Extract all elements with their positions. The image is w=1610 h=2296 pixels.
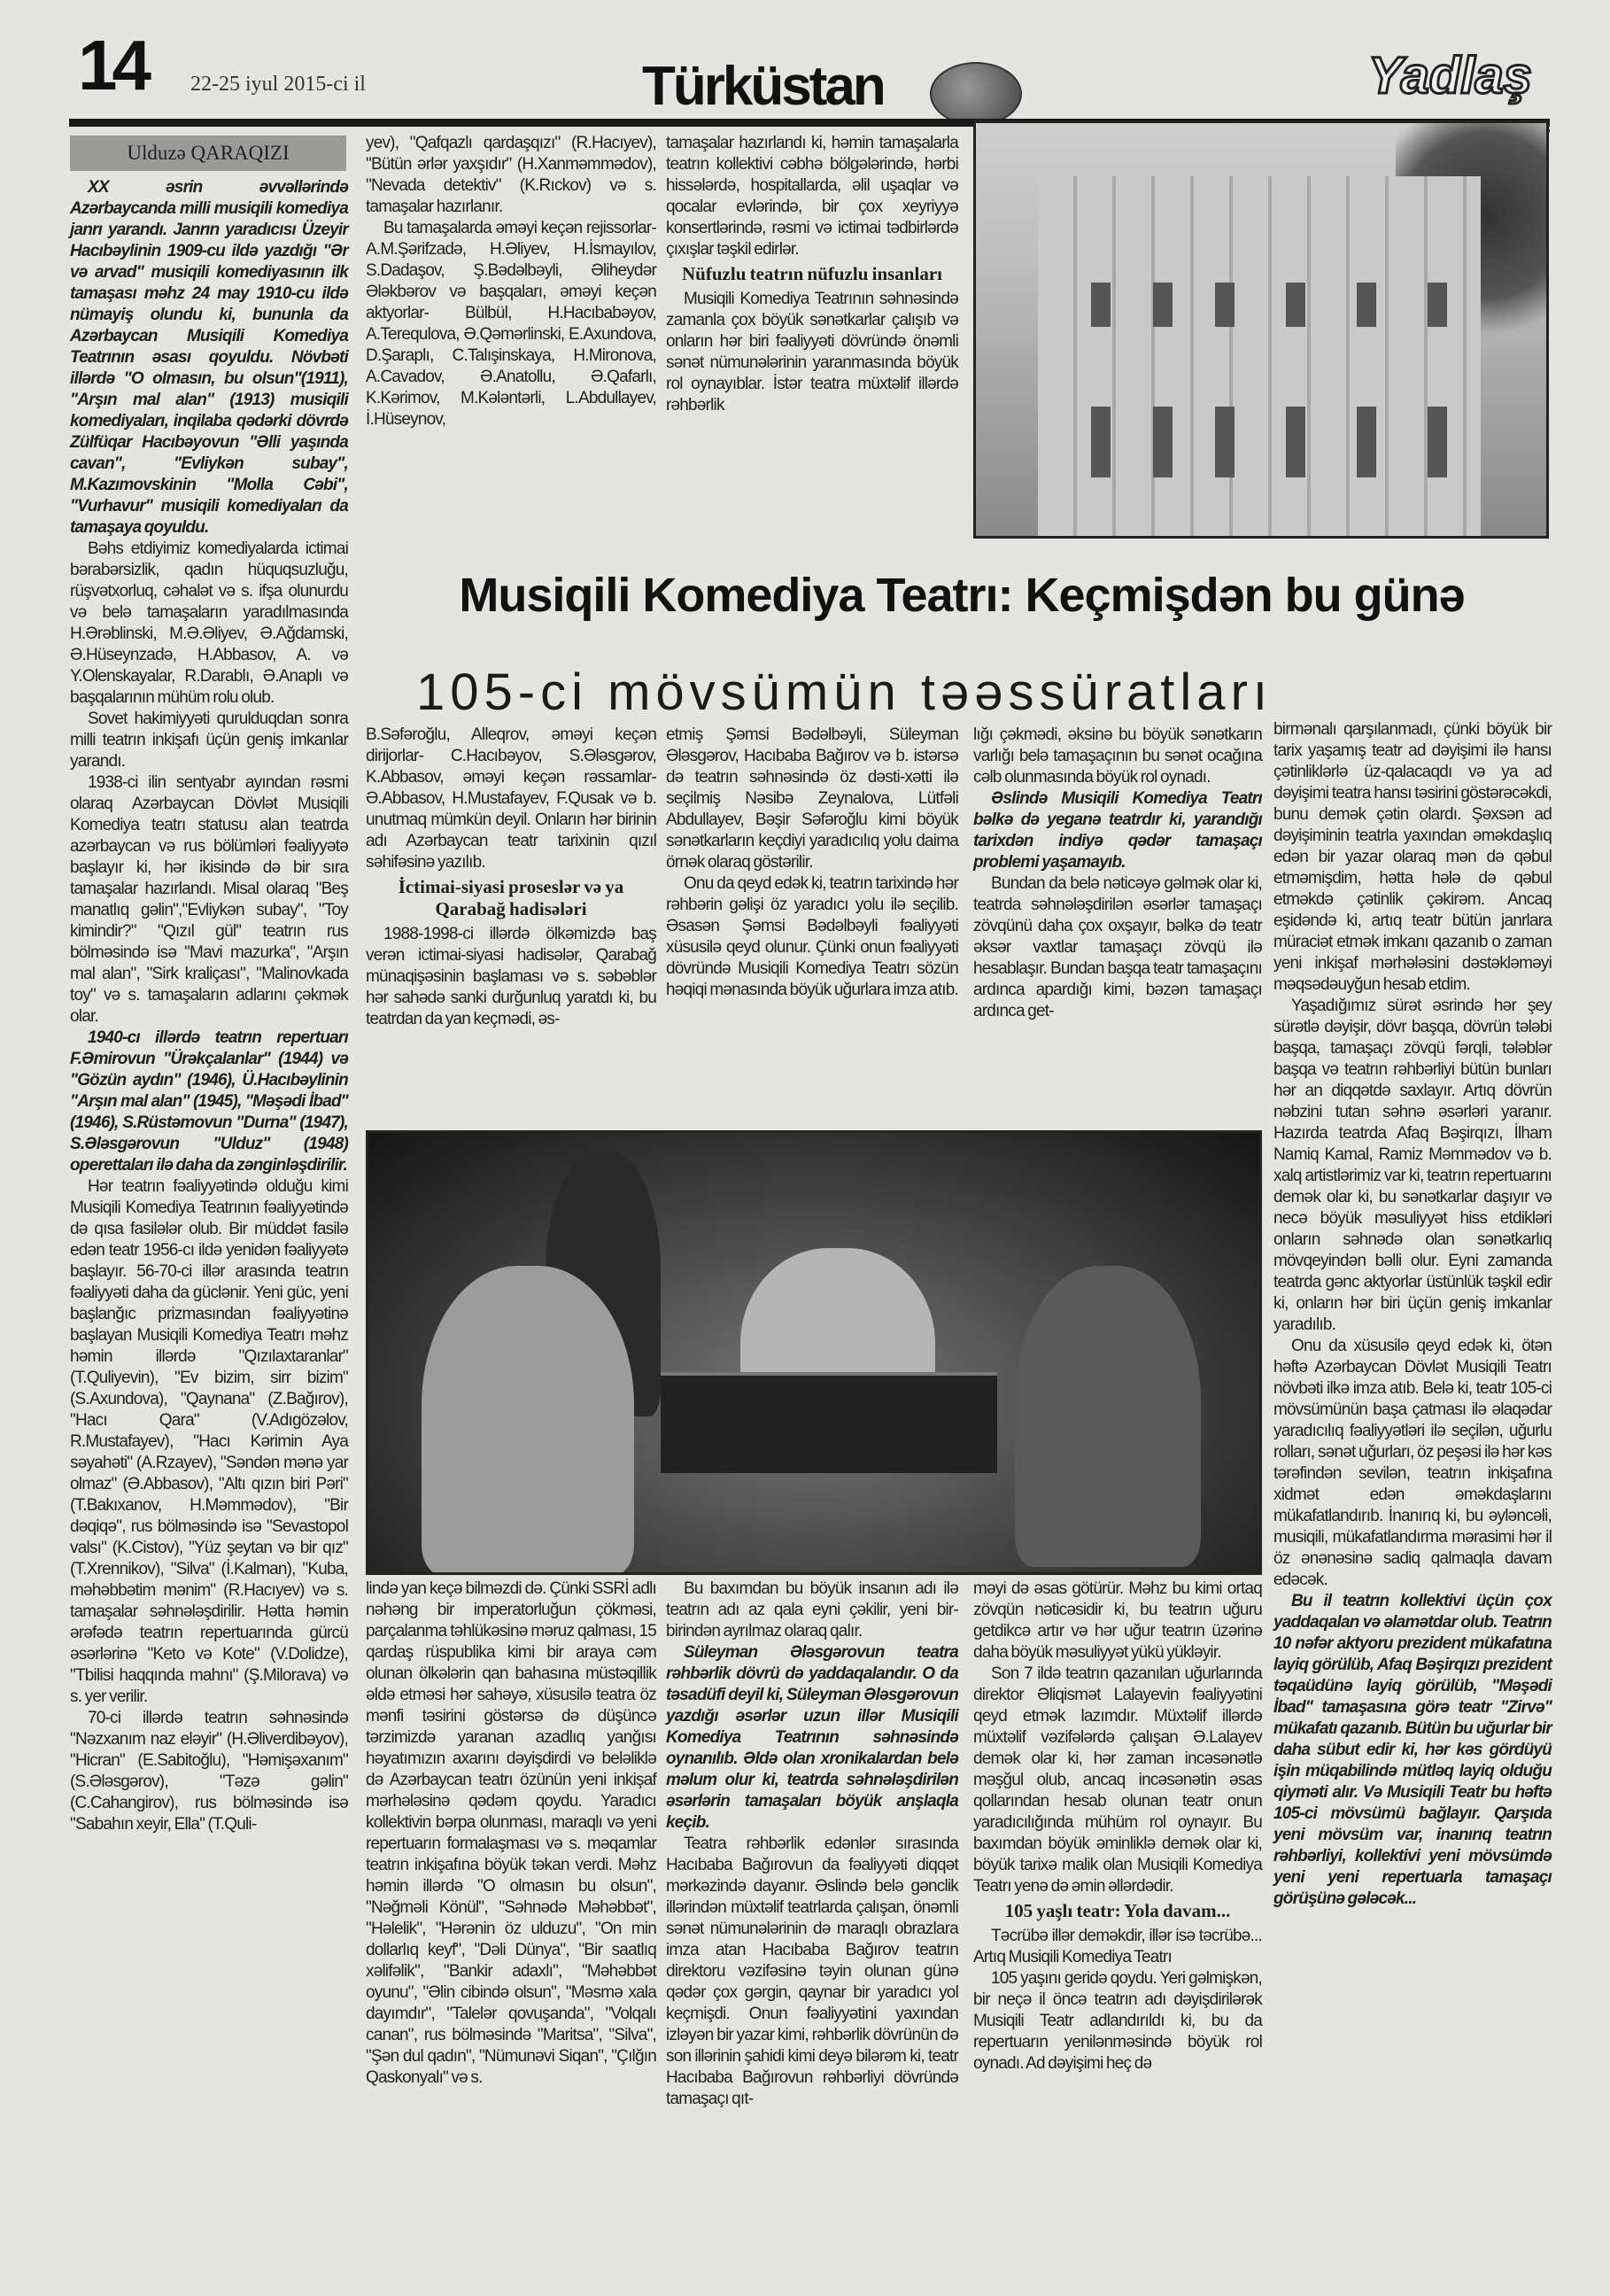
column-3-top [666, 133, 958, 416]
paragraph: Son 7 ildə teatrın qazanılan uğurlarında direktor Əliqismət Lalayevin fəaliyyətini qeyd etmək lazımdır. Müxtəlif illərdə müxtəlif vəzifələrdə çalışan Ə.Lalayev demək olar ki, hər zaman incəsənətlə məşğul olub, ancaq incəsənətin əsas qollarından hesab olunan teatr onun yaradıcılığında mühüm rol oynayır. Bu baxımdan böyük əminliklə demək olar ki, böyük tarixə malik olan Musiqili Komediya Teatrı yenə də əmin əllərdədir. [973, 1664, 1262, 1896]
paragraph: Bu il teatrın kollektivi üçün çox yaddaqalan və əlamətdar olub. Teatrın 10 nəfər aktyoru prezident mükafatına layiq görülüb, Afaq Bəşirqızı prezident təqaüdünə layiq görülüb, "Məşədi İbad" tamaşasına görə teatr "Zirvə" mükafatı qazanıb. Bütün bu uğurlar bir daha sübut edir ki, hər kəs gördüyü işin müqabilində mütləq layiq olduğu qiyməti alır. Və Musiqili Teatr bu həftə 105-ci mövsümü bağlayır. Qarşıda yeni mövsüm var, inanırıq teatrın rəhbərliyi, kollektivi yeni mövsümdə yeni yeni repertuarla tamaşaçı görüşünə gələcək... [1273, 1592, 1552, 1908]
paragraph: Musiqili Komediya Teatrının səhnəsində zamanla çox böyük sənətkarlar çalışıb və onların hər biri fəaliyyəti dövründə önəmli sənət nümunələrinin yaranmasında böyük rol oynayıblar. İstər teatra müxtəlif illərdə rəhbərlik [666, 290, 958, 415]
globe-logo-icon [930, 62, 1022, 126]
paragraph: Onu da qeyd edək ki, teatrın tarixində hər rəhbərin gəlişi öz yaradıcı yolu ilə seçilib. Əsasən Şəmsi Bədəlbəyli fəaliyyəti xüsusilə qeyd olunur. Çünki onun fəaliyyəti dövründə Musiqili Komediya Teatrı sözün həqiqi mənasında böyük uğurlara imza atıb. [666, 874, 959, 999]
subheading: İctimai-siyasi proseslər və ya Qarabağ hadisələri [398, 876, 624, 919]
stage-table [661, 1372, 997, 1473]
column-3-mid [666, 725, 958, 1001]
paragraph: lində yan keçə bilməzdi də. Çünki SSRİ adlı nəhəng bir imperatorluğun çökməsi, parçalanma təhlükəsinə məruz qalması, 15 qardaş rüspublika kimi bir araya cəm olunan ölkələrin qan bahasına müstəqillik əldə etməsi hər sahəyə, xüsusilə teatra öz mənfi təsirini göstərsə də düşüncə tərzimizdə yaranan azadlıq yanğısı həyatımızın axarını dəyişdirdi və beləliklə də Azərbaycan teatrı özünün yeni inkişaf mərhələsinə qədəm qoydu. Yaradıcı kollektivin bərpa olunması, maraqlı və yeni repertuarın formalaşması və s. məqamlar teatrın inkişafına böyük təkan verdi. Məhz həmin illərdə "O olmasın bu olsun", "Nəğməli Könül", "Səhnədə Məhəbbət", "Həlelik", "Hərənin öz ulduzu", "On min dollarlıq keyf", "Dəli Dünya", "Bir saatlıq xəlifəlik", "Bankir adaxlı", "Məhəbbət oyunu", "Əlin cibində olsun", "Məsmə xala dayımdır", "Talelər qovuşanda", "Volqalı canan", rus bölməsində "Maritsa", "Silva", "Şən dul qadın", "Nümunəvi Siqan", "Çılğın Qaskonyalı" və s. [366, 1579, 656, 2087]
paragraph: məyi də əsas götürür. Məhz bu kimi ortaq zövqün nəticəsidir ki, bu teatrın uğuru getdikcə artır və hər uğur teatrın üzərinə daha böyük məsuliyyət yükü yükləyir. [973, 1579, 1262, 1662]
theatre-building-photo [973, 120, 1549, 539]
newspaper-logo: Türküstan [642, 56, 884, 117]
column-4-mid [973, 725, 1262, 1022]
paragraph: Onu da xüsusilə qeyd edək ki, ötən həftə Azərbaycan Dövlət Musiqili Teatrı növbəti ilkə imza atıb. Belə ki, teatr 105-ci mövsümünün başa çatması ilə əlaqədar yaradıcılıq fəaliyyətləri ilə seçilən, uğurlu rolları, sənət uğurları, öz peşəsi ilə hər kəs tərəfindən sevilən, teatrın inkişafına xidmət edən əməkdaşlarını mükafatlandırıb. İnanırıq ki, bu əyləncəli, musiqili, mükafatlandırma mərasimi hər il öz ənənəsinə sadiq qalmaqla davam edəcək. [1273, 1337, 1552, 1589]
paragraph: tamaşalar hazırlandı ki, həmin tamaşalarla teatrın kollektivi cəbhə bölgələrində, hərbi hissələrdə, hospitallarda, əlil uşaqlar və qocalar evlərində, bir çox xeyriyyə konsertlərində, rəsmi və ictimai tədbirlərdə çıxışlar təşkil edirlər. [666, 134, 958, 259]
page-number: 14 [78, 26, 146, 105]
issue-date: 22-25 iyul 2015-ci il [190, 73, 366, 96]
paragraph: 1940-cı illərdə teatrın repertuarı F.Əmirovun "Ürəkçalanlar" (1944) və "Gözün aydın" (1946), Ü.Hacıbəylinin "Arşın mal alan" (1945), "Məşədi İbad" (1946), S.Rüstəmovun "Durna" (1947), S.Ələsgərovun "Ulduz" (1948) operettaları ilə daha da zənginləşdirilir. [70, 1028, 348, 1175]
paragraph: birmənalı qarşılanmadı, çünki böyük bir tarix yaşamış teatr ad dəyişimi ilə hansı çətinliklərlə üz-qalacaqdı və ya ad dəyişimi teatra hansı təsirini göstərəcəkdi, bunu demək çətin olardı. Şəxsən ad dəyişiminin teatrla yaxından əməkdaşlıq edən bir yazar olaraq mən də qəbul etməmişdim, hətta hələ də qəbul etməkdə çətinlik çəkirəm. Ancaq eşidəndə ki, artıq teatr bütün janrlara müraciət etmək imkanı qazanıb o zaman yeni inkişaf mərhələsini dəstəkləməyi məqsədəuyğun hesab etdim. [1273, 720, 1552, 994]
paragraph: Bəhs etdiyimiz komediyalarda ictimai bərabərsizlik, qadın hüquqsuzluğu, rüşvətxorluq, cəhalət və s. ifşa olunurdu və belə tamaşaların yaradılmasında H.Ərəblinski, M.Ə.Əliyev, Ə.Ağdamski, Ə.Hüseynzadə, H.Abbasov, A. və Y.Olenskayalar, R.Darablı, Ə.Anaplı və başqalarının mühüm rolu olub. [70, 539, 348, 707]
paragraph: Teatra rəhbərlik edənlər sırasında Hacıbaba Bağırovun da fəaliyyəti diqqət mərkəzində dayanır. Əslində belə gənclik illərindən müxtəlif teatrlarda çalışan, önəmli sənət nümunələrinin də maraqlı obrazlara imza atan Hacıbaba Bağırov teatrın direktoru vəzifəsinə təyin olunan günə qədər çox gərgin, qaynar bir yaradıcı yol keçmişdi. Onun fəaliyyətini yaxından izləyən bir yazar kimi, rəhbərlik dövrünün də son illərinin şahidi kimi deyə bilərəm ki, teatr Hacıbaba Bağırovun rəhbərliyi dövründə tamaşaçı qıt- [666, 1834, 958, 2108]
paragraph: 1988-1998-ci illərdə ölkəmizdə baş verən ictimai-siyasi hadisələr, Qarabağ münaqişəsinin başlaması və s. səbəblər hər sahədə sanki durğunluq yaratdı ki, bu teatrdan da yan keçmədi, əs- [366, 925, 656, 1028]
intro-paragraph: XX əsrin əvvəllərində Azərbaycanda milli musiqili komediya janrı yarandı. Janrın yaradıcısı Üzeyir Hacıbəylinin 1909-cu ildə yazdığı "Ər və arvad" musiqili komediyasının ilk tamaşası məhz 24 may 1910-cu ildə nümayiş olundu ki, bununla da Azərbaycan Musiqili Komediya Teatrının əsası qoyuldu. Növbəti illərdə "O olmasın, bu olsun"(1911), "Arşın mal alan" (1913) musiqili komediyaları, inqilaba qədərki dövrdə Zülfüqar Hacıbəyovun "Əlli yaşında cavan", "Evliykən subay", M.Kazımovskinin "Molla Cəbi", "Vurhavur" musiqili komediyaları da tamaşaya qoyuldu. [70, 178, 348, 537]
paragraph: Əslində Musiqili Komediya Teatrı bəlkə də yeganə teatrdır ki, yarandığı tarixdən indiyə qədər tamaşaçı problemi yaşamayıb. [973, 789, 1262, 872]
paragraph: Bu baxımdan bu böyük insanın adı ilə teatrın adı az qala eyni çəkilir, yeni bir-birindən ayrılmaz olaraq qalır. [666, 1579, 958, 1641]
paragraph: Sovet hakimiyyəti qurulduqdan sonra milli teatrın inkişafı üçün geniş imkanlar yarandı. [70, 710, 348, 771]
column-2-top [366, 133, 656, 430]
stage-performance-photo [366, 1130, 1262, 1575]
paragraph: yev), "Qafqazlı qardaşqızı" (R.Hacıyev), "Bütün ərlər yaxşıdır" (H.Xanməmmədov), "Nevada detektiv" (K.Rıckov) və s. tamaşalar hazırlanır. [366, 134, 656, 216]
column-4-bottom [973, 1578, 1262, 2075]
column-2-bottom [366, 1578, 656, 2089]
paragraph: Bu tamaşalarda əməyi keçən rejissorlar- A.M.Şərifzadə, H.Əliyev, H.İsmayılov, S.Dadaşov, Ş.Bədəlbəyli, Əliheydər Ələkbərov və başqaları, əməyi keçən aktyorlar- Bülbül, H.Hacıbabəyov, A.Terequlova, Ə.Qəmərlinski, E.Axundova, D.Şaraplı, C.Talışinskaya, H.Mironova, A.Cavadov, Ə.Anatollu, Ə.Qafarlı, K.Kərimov, M.Kələntərli, L.Abdullayev, İ.Hüseynov, [366, 219, 656, 429]
column-3-bottom [666, 1578, 958, 2110]
subheading: 105 yaşlı teatr: Yola davam... [1004, 1900, 1231, 1921]
building-image [1038, 176, 1481, 539]
actor-figure [1015, 1266, 1201, 1567]
subheadline: 105-ci mövsümün təəssüratları [416, 663, 1273, 721]
section-title: Yadlaş [1368, 47, 1532, 105]
paragraph: Hər teatrın fəaliyyətində olduğu kimi Musiqili Komediya Teatrının fəaliyyətində də qısa fasilələr olub. Bir müddət fasilə edən teatr 1956-cı ildə yenidən fəaliyyətə başlayır. 56-70-ci illər arasında teatrın fəaliyyəti daha da güclənir. Yeni güc, yeni başlanğıc prizmasından fəaliyyətinə başlayan Musiqili Komediya Teatrı məhz həmin illərdə "Qızılaxtaranlar" (T.Quliyevin), "Ev bizim, sirr bizim" (S.Axundova), "Qaynana" (Z.Bağırov), "Hacı Qara" (V.Adıgözəlov, R.Mustafayev), "Hacı Kərimin Aya səyahəti" (A.Rzayev), "Səndən mənə yar olmaz" (Ə.Abbasov), "Altı qızın biri Pəri" (T.Bakıxanov, H.Məmmədov), "Bir dəqiqə", rus bölməsində isə "Sevastopol valsı" (K.Cistov), "Yüz şeytan və bir qız" (T.Xrennikov), "Silva" (İ.Kalman), "Kuba, məhəbbətim mənim" (R.Hacıyev) və s. tamaşalar səhnələşdirilir. Hətta həmin ərəfədə teatrın repertuarında gürcü əsərlərinə "Keto və Kote" (V.Dolidze), "Tbilisi haqqında mahnı" (Ş.Milorava) və s. yer verilir. [70, 1177, 348, 1706]
paragraph: 105 yaşını geridə qoydu. Yeri gəlmişkən, bir neçə il öncə teatrın adı dəyişdirilərək Musiqili Teatr adlandırıldı ki, bu da repertuarın yenilənməsində böyük rol oynadı. Ad dəyişimi heç də [973, 1969, 1262, 2073]
paragraph: Süleyman Ələsgərovun teatra rəhbərlik dövrü də yaddaqalandır. O da təsadüfi deyil ki, Süleyman Ələsgərovun yazdığı əsərlər uzun illər Musiqili Komediya Teatrının səhnəsində oynanılıb. Əldə olan xronikalardan belə məlum olur ki, teatrda səhnələşdirilən əsərlərin tamaşaları böyük anşlaqla keçib. [666, 1643, 958, 1832]
paragraph: 70-ci illərdə teatrın səhnəsində "Nəzxanım naz eləyir" (H.Əliverdibəyov), "Hicran" (E.Sabitoğlu), "Həmişəxanım" (S.Ələsgərov), "Təzə gəlin" (C.Cahangirov), rus bölməsində isə "Sabahın xeyir, Ella" (T.Quli- [70, 1709, 348, 1834]
headline: Musiqili Komediya Teatrı: Keçmişdən bu günə [459, 569, 1465, 622]
byline: Ulduzə QARAQIZI [70, 136, 346, 171]
paragraph: B.Səfəroğlu, Alleqrov, əməyi keçən dirijorlar- C.Hacıbəyov, S.Ələsgərov, K.Abbasov, əməyi keçən rəssamlar- Ə.Abbasov, H.Mustafayev, F.Qusak və b. unutmaq mümkün deyil. Onların hər birinin adı Azərbaycan teatr tarixinin qızıl səhifəsinə yazılıb. [366, 725, 656, 872]
paragraph: etmiş Şəmsi Bədəlbəyli, Süleyman Ələsgərov, Hacıbaba Bağırov və b. istərsə də teatrın səhnəsində öz dəsti-xətti ilə seçilmiş Nəsibə Zeynalova, Lütfəli Abdullayev, Bəşir Səfəroğlu kimi böyük sənətkarların keçdiyi yaradıcılıq yolu daima örnək olaraq göstərilir. [666, 725, 958, 872]
column-2-mid [366, 725, 656, 1030]
paragraph: lığı çəkmədi, əksinə bu böyük sənətkarın varlığı belə tamaşaçının bu sənət ocağına cəlb olunmasında böyük rol oynadı. [973, 725, 1262, 787]
subheading: Nüfuzlu teatrın nüfuzlu insanları [682, 263, 942, 284]
paragraph: Bundan da belə nəticəyə gəlmək olar ki, teatrda səhnələşdirilən əsərlər tamaşaçı zövqünü daha çox oxşayır, bəlkə də teatr əksər vaxtlar tamaşaçı zövqü ilə hesablaşır. Bundan başqa teatr tamaşaçını ardınca apardığı kimi, bəzən tamaşaçı ardınca get- [973, 874, 1262, 1020]
column-5 [1273, 719, 1552, 1910]
paragraph: 1938-ci ilin sentyabr ayından rəsmi olaraq Azərbaycan Dövlət Musiqili Komediya teatrı statusu alan teatrda azərbaycan və rus bölümləri fəaliyyətə başlayır ki, hər ikisində də bir sıra tamaşalar hazırlandı. Misal olaraq "Beş manatlıq gəlin","Evliykən subay", "Toy kimindir?" "Qızıl gül" teatrın rus bölməsində isə "Mavi mazurka", "Arşın mal alan", "Sirk kraliçası", "Malinovkada toy" və s. tamaşaların adlarını çəkmək olar. [70, 773, 348, 1026]
actor-figure [422, 1266, 634, 1575]
column-1 [70, 177, 348, 1835]
paragraph: Yaşadığımız sürət əsrində hər şey sürətlə dəyişir, dövr başqa, dövrün tələbi başqa, tamaşaçı zövqü fərqli, tələblər başqa və teatrın rəhbərliyi bütün bunları hər an diqqətdə saxlayır. Artıq dövrün nəbzini tutan səhnə əsərləri yaranır. Hazırda teatrda Afaq Bəşirqızı, İlham Namiq Kamal, Ramiz Məmmədov və b. xalq artistlərimiz var ki, teatrın repertuarını demək olar ki, bu sənətkarlar daşıyır və necə böyük məsuliyyət hiss etdikləri onların səhnədə olan sənətkarlıq mövqeyindən bəlli olur. Eyni zamanda teatrda gənc aktyorlar üstünlük təşkil edir ki, onların hər biri üçün geniş imkanlar yaradılıb. [1273, 997, 1552, 1334]
paragraph: Təcrübə illər deməkdir, illər isə təcrübə... Artıq Musiqili Komediya Teatrı [973, 1927, 1262, 1966]
